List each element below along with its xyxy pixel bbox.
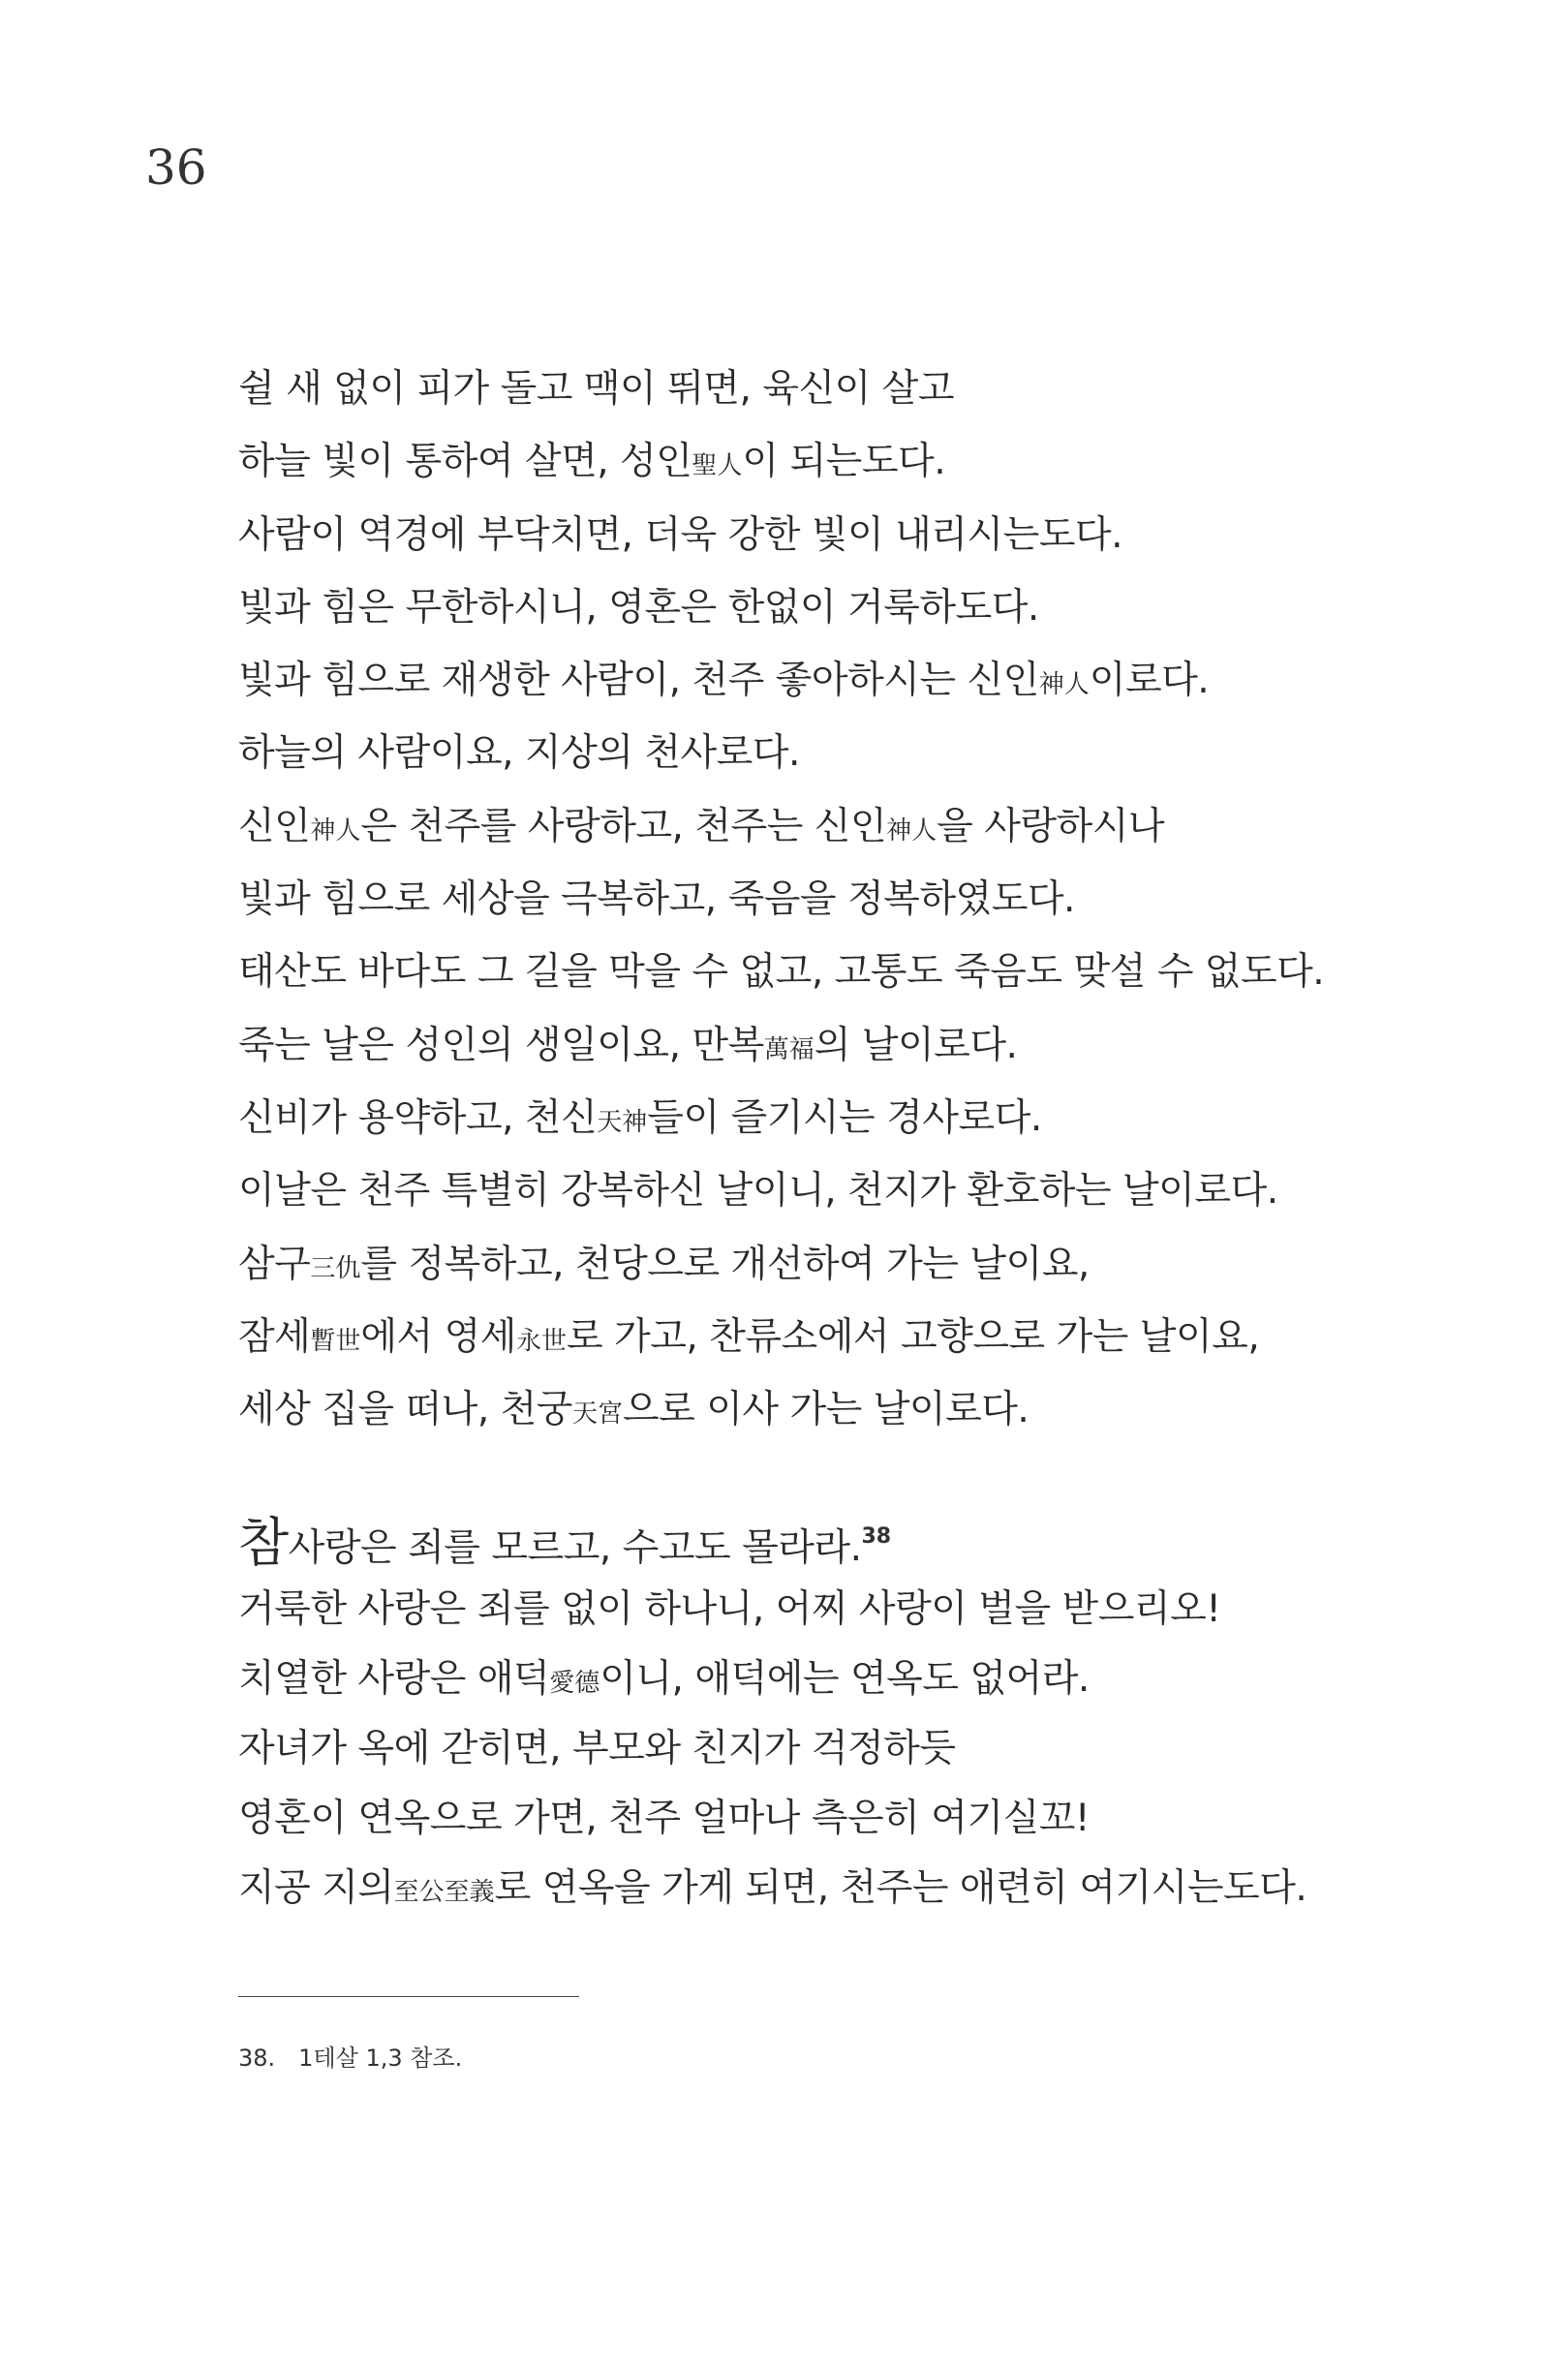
hanja-annotation: 神人 — [310, 815, 361, 846]
hanja-annotation: 愛德 — [549, 1669, 600, 1698]
line-text: 이로다. — [1089, 659, 1210, 703]
poem-stanza-1 — [238, 353, 1420, 1446]
initial-letter: 참 — [238, 1512, 289, 1573]
footnote — [238, 2039, 462, 2073]
poem-line — [238, 644, 1420, 717]
footnote-text: 1테살 1,3 참조. — [298, 2045, 463, 2072]
line-text: 로 가고, 찬류소에서 고향으로 가는 날이요, — [566, 1314, 1260, 1359]
poem-line — [238, 571, 1420, 644]
footnote-number: 38. — [238, 2045, 276, 2072]
line-text: 자녀가 옥에 갇히면, 부모와 친지가 걱정하듯 — [238, 1727, 956, 1770]
line-text: 이 되는도다. — [742, 440, 946, 484]
poem-line — [238, 1645, 1420, 1714]
hanja-annotation: 永世 — [515, 1326, 567, 1356]
line-text: 하늘의 사람이요, 지상의 천사로다. — [238, 731, 800, 776]
line-text: 을 사랑하시나 — [937, 804, 1165, 848]
line-text: 의 날이로다. — [814, 1023, 1018, 1067]
line-text: 거룩한 사랑은 죄를 없이 하나니, 어찌 사랑이 벌을 받으리오! — [238, 1587, 1221, 1631]
poem-line — [238, 1154, 1420, 1227]
hanja-annotation: 聖人 — [692, 451, 743, 481]
hanja-annotation: 神人 — [886, 815, 938, 846]
footnote-reference: 38 — [861, 1524, 892, 1549]
line-text: 신인 — [238, 804, 311, 848]
line-text: 은 천주를 사랑하고, 천주는 신인 — [360, 804, 887, 848]
line-text: 에서 영세 — [360, 1314, 516, 1359]
poem-line — [238, 1575, 1420, 1645]
line-text: 빛과 힘은 무한하시니, 영혼은 한없이 거룩하도다. — [238, 585, 1039, 630]
line-text: 이니, 애덕에는 연옥도 없어라. — [600, 1657, 1090, 1701]
page-number: 36 — [145, 139, 207, 196]
poem-line — [238, 353, 1420, 425]
poem-line — [238, 1228, 1420, 1301]
line-text: 삼구 — [238, 1242, 311, 1286]
poem-line — [238, 1714, 1420, 1784]
line-text: 로 연옥을 가게 되면, 천주는 애련히 여기시는도다. — [494, 1866, 1307, 1910]
hanja-annotation: 神人 — [1038, 670, 1090, 700]
line-text: 쉴 새 없이 피가 돌고 맥이 뛰면, 육신이 살고 — [238, 367, 955, 411]
line-text: 빛과 힘으로 재생한 사람이, 천주 좋아하시는 신인 — [238, 659, 1039, 703]
line-text: 이날은 천주 특별히 강복하신 날이니, 천지가 환호하는 날이로다. — [238, 1169, 1278, 1214]
hanja-annotation: 至公至義 — [393, 1878, 495, 1907]
poem-stanza-2 — [238, 1499, 1420, 1923]
line-text: 를 정복하고, 천당으로 개선하여 가는 날이요, — [360, 1242, 1090, 1286]
hanja-annotation: 天宮 — [571, 1399, 623, 1430]
line-text: 잠세 — [238, 1314, 311, 1359]
line-text: 죽는 날은 성인의 생일이요, 만복 — [238, 1023, 764, 1067]
line-text: 사랑은 죄를 모르고, 수고도 몰라라. — [288, 1526, 862, 1570]
poem-line — [238, 1082, 1420, 1154]
poem-line — [238, 790, 1420, 863]
line-text: 신비가 용약하고, 천신 — [238, 1095, 598, 1140]
line-text: 들이 즐기시는 경사로다. — [647, 1095, 1042, 1140]
poem-line — [238, 936, 1420, 1008]
footnote-divider — [238, 1996, 579, 1997]
line-text: 영혼이 연옥으로 가면, 천주 얼마나 측은히 여기실꼬! — [238, 1797, 1091, 1840]
line-text: 세상 집을 떠나, 천궁 — [238, 1388, 572, 1432]
hanja-annotation: 暫世 — [310, 1326, 361, 1356]
line-text: 태산도 바다도 그 길을 막을 수 없고, 고통도 죽음도 맞설 수 없도다. — [238, 950, 1325, 995]
poem-line — [238, 1854, 1420, 1923]
line-text: 사람이 역경에 부닥치면, 더욱 강한 빛이 내리시는도다. — [238, 512, 1123, 557]
poem-line — [238, 499, 1420, 571]
hanja-annotation: 天神 — [597, 1107, 648, 1137]
line-text: 지공 지의 — [238, 1866, 394, 1910]
poem-line — [238, 1784, 1420, 1854]
line-text: 치열한 사랑은 애덕 — [238, 1657, 550, 1701]
poem-line — [238, 1009, 1420, 1082]
poem-line — [238, 863, 1420, 936]
poem-line — [238, 1301, 1420, 1373]
hanja-annotation: 三仇 — [310, 1253, 361, 1283]
poem-line — [238, 1373, 1420, 1446]
poem-line — [238, 717, 1420, 789]
line-text: 으로 이사 가는 날이로다. — [623, 1388, 1030, 1432]
poem-line — [238, 425, 1420, 498]
poem-line — [238, 1499, 1420, 1575]
hanja-annotation: 萬福 — [763, 1034, 815, 1064]
line-text: 빛과 힘으로 세상을 극복하고, 죽음을 정복하였도다. — [238, 877, 1075, 922]
line-text: 하늘 빛이 통하여 살면, 성인 — [238, 440, 692, 484]
